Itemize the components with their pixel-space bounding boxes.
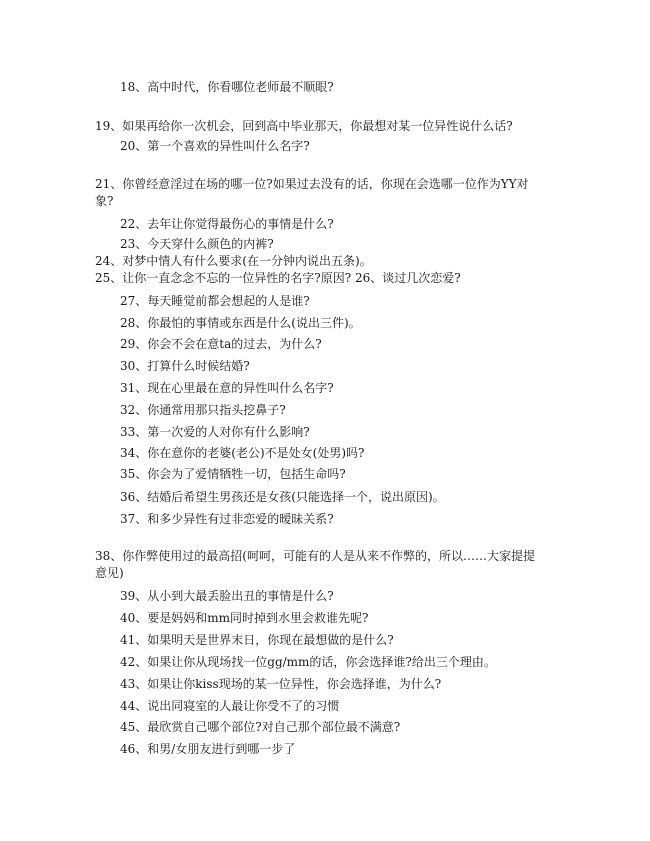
question-46: 46、和男/女朋友进行到哪一步了 — [120, 742, 296, 756]
question-22: 22、去年让你觉得最伤心的事情是什么? — [120, 217, 334, 231]
question-21: 21、你曾经意淫过在场的哪一位?如果过去没有的话，你现在会选哪一位作为YY对象? — [95, 177, 529, 208]
question-25-26: 25、让你一直念念不忘的一位异性的名字?原因? 26、谈过几次恋爱? — [95, 271, 461, 285]
question-24: 24、对梦中情人有什么要求(在一分钟内说出五条)。 — [95, 254, 372, 268]
question-30: 30、打算什么时候结婚? — [120, 359, 250, 373]
question-18: 18、高中时代，你看哪位老师最不顺眼? — [120, 80, 334, 94]
question-35: 35、你会为了爱情牺牲一切，包括生命吗? — [120, 467, 346, 481]
question-29: 29、你会不会在意ta的过去，为什么? — [120, 337, 322, 351]
question-31: 31、现在心里最在意的异性叫什么名字? — [120, 381, 334, 395]
question-41: 41、如果明天是世界末日，你现在最想做的是什么? — [120, 633, 394, 647]
question-23: 23、今天穿什么颜色的内裤? — [120, 237, 274, 251]
question-19: 19、如果再给你一次机会，回到高中毕业那天，你最想对某一位异性说什么话? — [95, 119, 513, 133]
question-34: 34、你在意你的老婆(老公)不是处女(处男)吗? — [120, 446, 365, 460]
question-45: 45、最欣赏自己哪个部位?对自己那个部位最不满意? — [120, 720, 401, 734]
question-28: 28、你最怕的事情或东西是什么(说出三件)。 — [120, 316, 361, 330]
question-43: 43、如果让你kiss现场的某一位异性，你会选择谁，为什么? — [120, 677, 442, 691]
question-32: 32、你通常用那只指头挖鼻子? — [120, 403, 286, 417]
question-37: 37、和多少异性有过非恋爱的暧昧关系? — [120, 512, 334, 526]
question-33: 33、第一次爱的人对你有什么影响? — [120, 425, 310, 439]
question-39: 39、从小到大最丢脸出丑的事情是什么? — [120, 589, 334, 603]
question-44: 44、说出同寝室的人最让你受不了的习惯 — [120, 699, 340, 713]
question-20: 20、第一个喜欢的异性叫什么名字? — [120, 139, 310, 153]
question-40: 40、要是妈妈和mm同时掉到水里会救谁先呢? — [120, 611, 369, 625]
question-38: 38、你作弊使用过的最高招(呵呵，可能有的人是从来不作弊的，所以……大家提提意见) — [95, 549, 535, 580]
question-27: 27、每天睡觉前都会想起的人是谁? — [120, 294, 310, 308]
question-36: 36、结婚后希望生男孩还是女孩(只能选择一个，说出原因)。 — [120, 490, 445, 504]
question-42: 42、如果让你从现场找一位gg/mm的话，你会选择谁?给出三个理由。 — [120, 655, 496, 669]
